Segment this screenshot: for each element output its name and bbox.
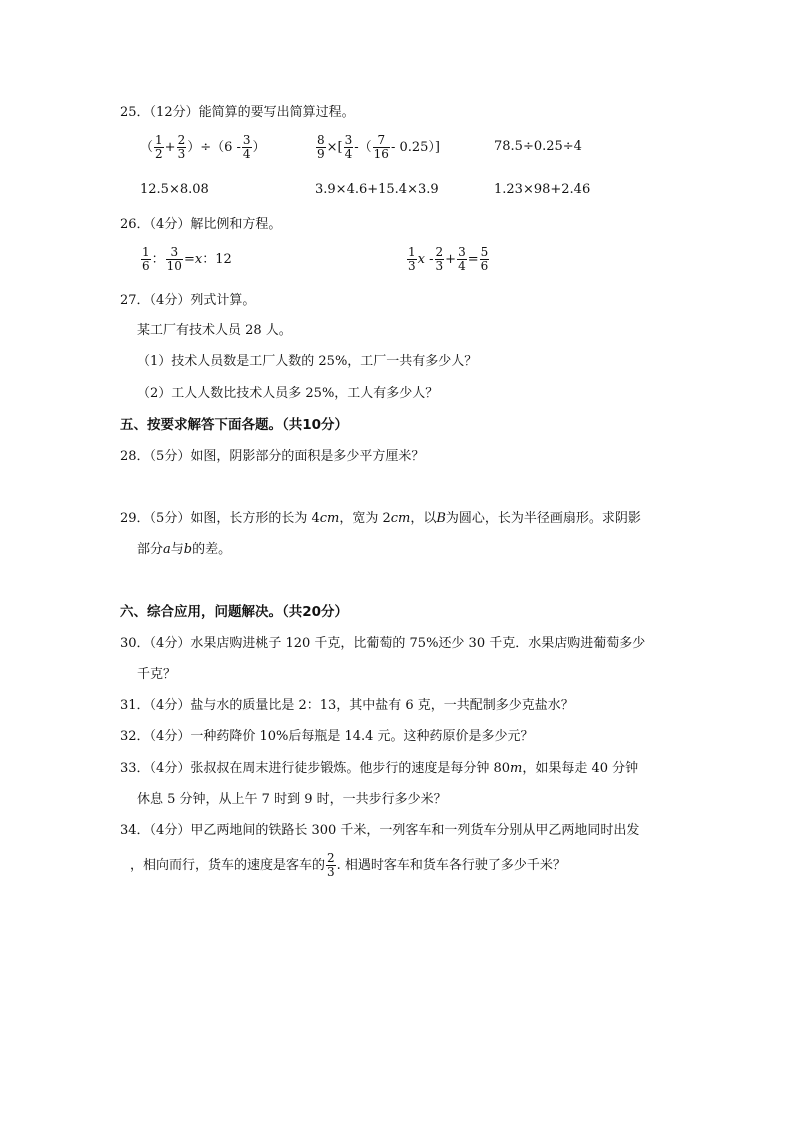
- fraction: $\frac{5}{6}$: [480, 245, 489, 273]
- fraction: $\frac{1}{2}$: [155, 133, 163, 161]
- q25-expr-2: $\frac{8}{9}$ ×[ $\frac{3}{4}$ -（ $\frac{7}{16}$ - 0.25）]: [317, 133, 440, 161]
- fraction: $\frac{3}{10}$: [166, 245, 182, 273]
- fraction: $\frac{2}{3}$: [435, 245, 444, 273]
- q33-line-1: 33．（4分）张叔叔在周末进行徒步锻炼。他步行的速度是每分钟 80m，如果每走 40 分钟: [120, 761, 639, 776]
- q27-part-2: （2）工人人数比技术人员多 25%，工人有多少人？: [137, 386, 439, 401]
- q34-line-2: ，相向而行，货车的速度是客车的 $\frac{2}{3}$ . 相遇时客车和货车各行驶了多少千米？: [130, 851, 566, 879]
- q25-expr-3: 78.5÷0.25÷4: [494, 139, 582, 154]
- q29-line-2: 部分a与b的差。: [137, 542, 232, 557]
- section-5-heading: 五、按要求解答下面各题。（共10分）: [120, 417, 349, 433]
- fraction: $\frac{2}{3}$: [177, 133, 186, 161]
- q25-title: 25．（12分）能简算的要写出简算过程。: [120, 105, 355, 120]
- section-6-heading: 六、综合应用，问题解决。（共20分）: [120, 604, 349, 620]
- q31-text: 31．（4分）盐与水的质量比是 2：13，其中盐有 6 克，一共配制多少克盐水？: [120, 698, 574, 713]
- fraction: $\frac{1}{6}$: [142, 245, 150, 273]
- q32-text: 32．（4分）一种药降价 10%后每瓶是 14.4 元。这种药原价是多少元？: [120, 729, 534, 744]
- fraction: $\frac{7}{16}$: [373, 133, 389, 161]
- q26-expr-1: $\frac{1}{6}$ ： $\frac{3}{10}$ =x：12: [142, 245, 232, 273]
- fraction: $\frac{3}{4}$: [458, 245, 466, 273]
- q27-title: 27．（4分）列式计算。: [120, 293, 256, 308]
- q25-expr-1: （ $\frac{1}{2}$ + $\frac{2}{3}$ ）÷（6 - $\frac{3}{4}$ ）: [140, 133, 266, 161]
- q30-line-2: 千克？: [137, 667, 177, 682]
- fraction: $\frac{2}{3}$: [327, 851, 335, 879]
- fraction: $\frac{3}{4}$: [344, 133, 353, 161]
- q25-expr-6: 1.23×98+2.46: [494, 182, 591, 197]
- q25-expr-5: 3.9×4.6+15.4×3.9: [315, 182, 439, 197]
- q26-title: 26．（4分）解比例和方程。: [120, 217, 282, 232]
- q26-expr-2: $\frac{1}{3}$ x - $\frac{2}{3}$ + $\frac{3}{4}$ = $\frac{5}{6}$: [408, 245, 489, 273]
- q34-line-1: 34．（4分）甲乙两地间的铁路长 300 千米，一列客车和一列货车分别从甲乙两地同时出发: [120, 823, 640, 838]
- q30-line-1: 30．（4分）水果店购进桃子 120 千克，比葡萄的 75%还少 30 千克．水果店购进葡萄多少: [120, 636, 646, 651]
- fraction: $\frac{1}{3}$: [408, 245, 416, 273]
- q29-line-1: 29．（5分）如图，长方形的长为 4cm，宽为 2cm，以B为圆心，长为半径画扇形。求阴影: [120, 511, 641, 526]
- q28-text: 28．（5分）如图，阴影部分的面积是多少平方厘米？: [120, 449, 425, 464]
- fraction: $\frac{8}{9}$: [317, 133, 325, 161]
- fraction: $\frac{3}{4}$: [242, 133, 251, 161]
- q25-expr-4: 12.5×8.08: [140, 182, 209, 197]
- q33-line-2: 休息 5 分钟，从上午 7 时到 9 时，一共步行多少米？: [137, 792, 447, 807]
- q27-intro: 某工厂有技术人员 28 人。: [137, 323, 292, 338]
- q27-part-1: （1）技术人员数是工厂人数的 25%，工厂一共有多少人？: [137, 354, 478, 369]
